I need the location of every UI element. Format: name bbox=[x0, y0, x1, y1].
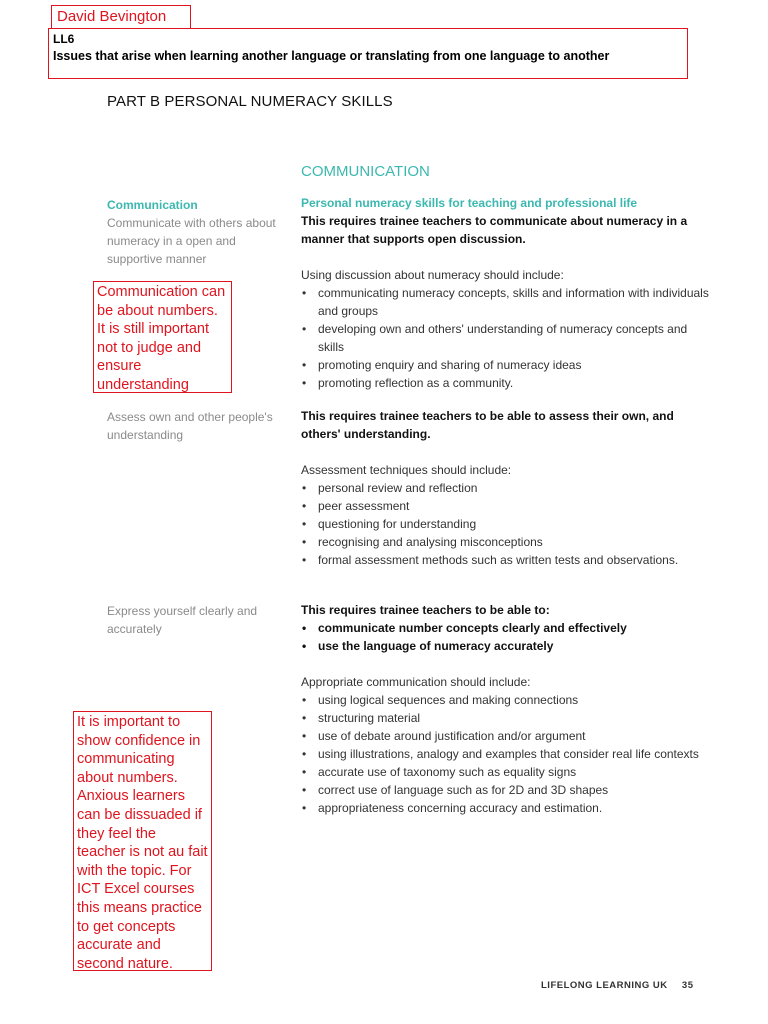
list-item: • use the language of numeracy accurately bbox=[301, 637, 711, 655]
list-item: • structuring material bbox=[301, 709, 711, 727]
list-item: • promoting enquiry and sharing of numeracy ideas bbox=[301, 356, 711, 374]
list-item: • formal assessment methods such as written tests and observations. bbox=[301, 551, 711, 569]
list-item: • appropriateness concerning accuracy and estimation. bbox=[301, 799, 711, 817]
list-item: • accurate use of taxonomy such as equality signs bbox=[301, 763, 711, 781]
part-title: PART B PERSONAL NUMERACY SKILLS bbox=[107, 93, 393, 110]
list-item: • peer assessment bbox=[301, 497, 711, 515]
block3-intro: Appropriate communication should include: bbox=[301, 675, 531, 689]
block2-list bbox=[301, 479, 711, 569]
left-block-assess: Assess own and other people's understanding bbox=[107, 410, 273, 442]
block1-intro: Using discussion about numeracy should include: bbox=[301, 268, 564, 282]
annotation-note-1: Communication can be about numbers. It is still important not to judge and ensure understanding bbox=[93, 281, 232, 393]
list-item: • questioning for understanding bbox=[301, 515, 711, 533]
list-item: • communicating numeracy concepts, skills and information with individuals and groups bbox=[301, 284, 711, 320]
block3-list bbox=[301, 691, 711, 817]
left-block-communication bbox=[107, 196, 287, 268]
author-name: David Bevington bbox=[57, 8, 167, 25]
block1-lead: This requires trainee teachers to communicate about numeracy in a manner that supports open discussion. bbox=[301, 214, 688, 246]
list-item: • promoting reflection as a community. bbox=[301, 374, 711, 392]
block3-bold-list bbox=[301, 619, 711, 655]
list-item: • using illustrations, analogy and examples that consider real life contexts bbox=[301, 745, 711, 763]
topic-code: LL6 bbox=[53, 32, 75, 46]
right-block-communication bbox=[301, 194, 711, 392]
list-item: • personal review and reflection bbox=[301, 479, 711, 497]
topic-title: Issues that arise when learning another language or translating from one language to another bbox=[53, 49, 610, 63]
list-item: • recognising and analysing misconceptions bbox=[301, 533, 711, 551]
block3-lead: This requires trainee teachers to be able to: bbox=[301, 603, 550, 617]
footer-publisher: LIFELONG LEARNING UK bbox=[541, 980, 668, 991]
section-heading: COMMUNICATION bbox=[301, 163, 430, 180]
block1-list bbox=[301, 284, 711, 392]
list-item: • correct use of language such as for 2D and 3D shapes bbox=[301, 781, 711, 799]
right-subheading: Personal numeracy skills for teaching and professional life bbox=[301, 196, 638, 210]
list-item: • communicate number concepts clearly and effectively bbox=[301, 619, 711, 637]
block2-intro: Assessment techniques should include: bbox=[301, 463, 512, 477]
list-item: • developing own and others' understanding of numeracy concepts and skills bbox=[301, 320, 711, 356]
page-footer bbox=[541, 980, 694, 991]
list-item: • use of debate around justification and/or argument bbox=[301, 727, 711, 745]
annotation-note-2: It is important to show confidence in communicating about numbers. Anxious learners can be dissuaded if they feel the teacher is not au fait with the topic. For ICT Excel courses this means practice to get concepts accurate and second nature. bbox=[73, 711, 212, 971]
page-number: 35 bbox=[681, 980, 694, 991]
author-name-box bbox=[51, 5, 191, 29]
list-item: • using logical sequences and making connections bbox=[301, 691, 711, 709]
left-heading: Communication bbox=[107, 198, 198, 212]
topic-box bbox=[48, 28, 688, 79]
left-block-express: Express yourself clearly and accurately bbox=[107, 604, 258, 636]
block2-lead: This requires trainee teachers to be able to assess their own, and others' understanding. bbox=[301, 409, 674, 441]
right-block-assess bbox=[301, 407, 711, 569]
right-block-express bbox=[301, 601, 711, 817]
left-text: Communicate with others about numeracy in a open and supportive manner bbox=[107, 216, 276, 266]
